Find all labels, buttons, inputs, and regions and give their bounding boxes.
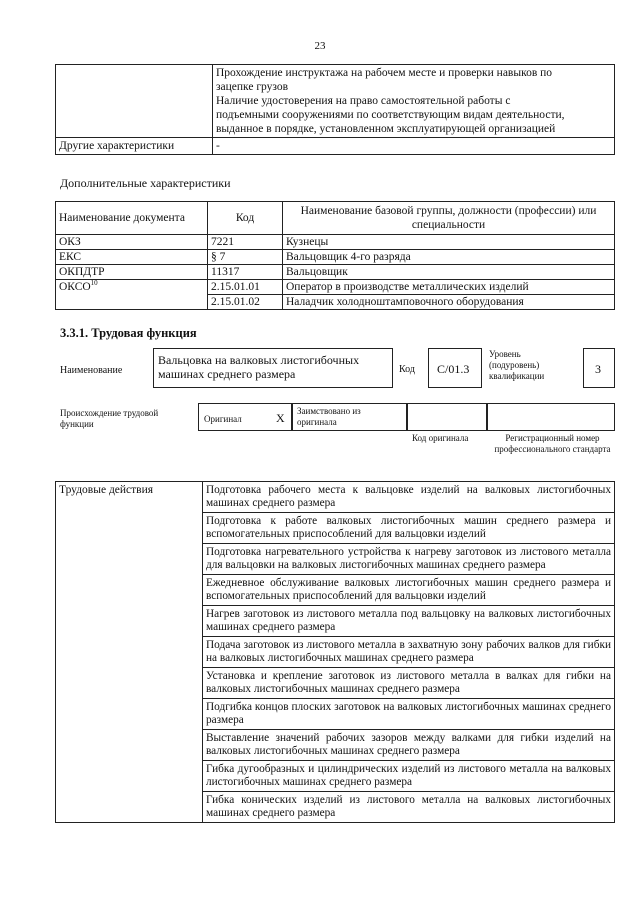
footnote-ref: 10 [90,279,98,288]
code-box [428,348,482,388]
code-cell: 2.15.01.01 [208,280,283,295]
name-label: Наименование [60,365,123,376]
doc-cell: ОКЗ [56,235,208,250]
labor-actions-table [55,481,615,823]
code-value: С/01.3 [437,362,470,376]
reg-number-box [487,403,615,431]
labor-action-item: Гибка конических изделий из листового металла на валковых листогибочных машинах среднего размера [203,792,615,823]
labor-action-item: Подготовка к работе валковых листогибочных машин среднего размера и вспомогательных приспособлений для вальцовки изделий [203,513,615,544]
labor-action-item: Установка и крепление заготовок из листового металла в валках для гибки на валковых листогибочных машинах среднего размера [203,668,615,699]
labor-action-item: Ежедневное обслуживание валковых листогибочных машин среднего размера и вспомогательных приспособлений для вальцовки изделий [203,575,615,606]
other-characteristics-value: - [213,138,615,155]
table-row [56,235,615,250]
labor-action-item: Подача заготовок из листового металла в захватную зону рабочих валков для гибки на валковых листогибочных машинах среднего размера [203,637,615,668]
name-cell: Вальцовщик [283,265,615,280]
code-cell: 7221 [208,235,283,250]
original-label: Оригинал [204,414,242,424]
requirement-line: Наличие удостоверения на право самостоятельной работы с [216,95,511,107]
name-cell: Кузнецы [283,235,615,250]
header-doc: Наименование документа [56,202,208,235]
level-value: 3 [595,362,601,376]
labor-action-item: Подготовка рабочего места к вальцовке изделий на валковых листогибочных машинах среднего размера [203,482,615,513]
name-cell: Наладчик холодноштамповочного оборудования [283,295,615,310]
table-row [56,265,615,280]
origin-code-box [407,403,487,431]
doc-name: ОКСО [59,281,91,293]
table-row [56,138,615,155]
empty-cell [56,65,213,138]
labor-action-item: Нагрев заготовок из листового металла под вальцовку на валковых листогибочных машинах среднего размера [203,606,615,637]
name-cell: Вальцовщик 4-го разряда [283,250,615,265]
table-row [56,65,615,138]
requirement-line: Прохождение инструктажа на рабочем месте и проверки навыков по [216,67,553,79]
function-name-box [153,348,393,388]
header-code: Код [208,202,283,235]
labor-action-item: Гибка дугообразных и цилиндрических изделий из листового металла на валковых листогибочных машинах среднего размера [203,761,615,792]
table-row [56,280,615,295]
original-mark: Х [276,411,285,425]
continuation-table [55,64,615,155]
table-row [56,250,615,265]
requirement-line: зацепке грузов [216,81,289,93]
requirement-line: подъемными сооружениями по соответствующим видам деятельности, [216,109,565,121]
requirements-cell [213,65,615,138]
additional-characteristics-title: Дополнительные характеристики [60,176,231,190]
table-header-row [56,202,615,235]
doc-cell [56,280,208,310]
labor-action-item: Подгибка концов плоских заготовок на валковых листогибочных машинах среднего размера [203,699,615,730]
code-label: Код [399,364,415,375]
additional-characteristics-table [55,201,615,310]
borrowed-label: Заимствовано из оригинала [297,406,361,427]
doc-cell: ЕКС [56,250,208,265]
level-label: Уровень (подуровень) квалификации [489,349,545,381]
code-cell: 11317 [208,265,283,280]
code-cell: § 7 [208,250,283,265]
origin-code-caption: Код оригинала [412,433,469,443]
header-name: Наименование базовой группы, должности (профессии) или специальности [283,202,615,235]
name-cell: Оператор в производстве металлических изделий [283,280,615,295]
doc-cell: ОКПДТР [56,265,208,280]
table-row [56,482,615,513]
labor-action-item: Выставление значений рабочих зазоров между валками для гибки изделий на валковых листогибочных машинах среднего размера [203,730,615,761]
borrowed-box [292,403,407,431]
labor-action-item: Подготовка нагревательного устройства к нагреву заготовок из листового металла для вальцовки на валковых листогибочных машинах среднего размера [203,544,615,575]
function-heading: 3.3.1. Трудовая функция [60,326,197,340]
requirement-line: выданное в порядке, установленном эксплуатирующей организацией [216,123,556,135]
reg-number-caption: Регистрационный номер профессионального стандарта [494,433,611,454]
labor-actions-label: Трудовые действия [56,482,203,823]
page-number: 23 [314,40,326,52]
level-box [583,348,615,388]
code-cell: 2.15.01.02 [208,295,283,310]
original-box [198,403,292,431]
other-characteristics-label: Другие характеристики [56,138,213,155]
origin-label: Происхождение трудовой функции [60,408,159,429]
function-name-value: Вальцовка на валковых листогибочных машинах среднего размера [158,353,360,381]
